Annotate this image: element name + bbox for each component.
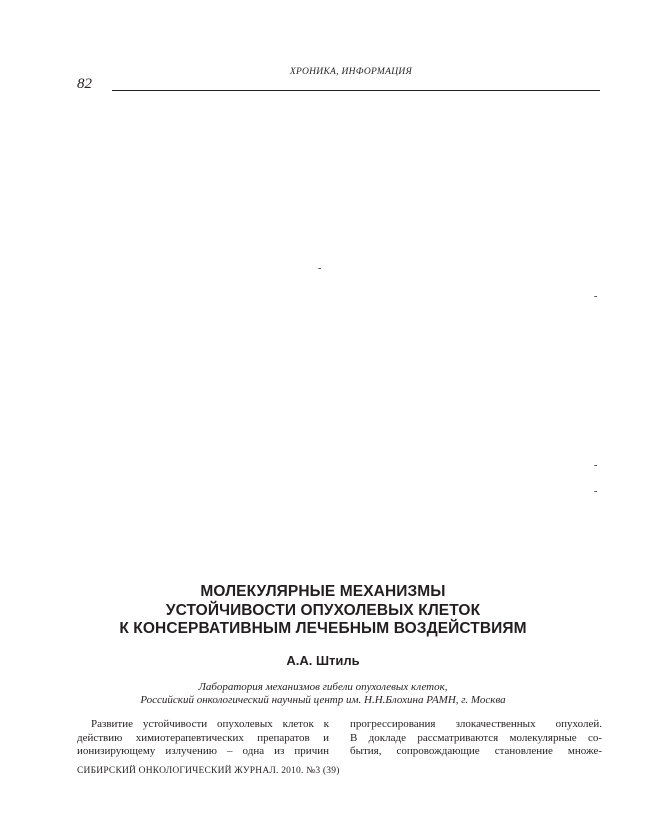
page-number: 82: [77, 76, 92, 92]
stray-mark: -: [318, 263, 322, 274]
body-line: Развитие устойчивости опухолевых клеток к: [91, 718, 329, 730]
header-rule: [112, 90, 600, 91]
title-line: УСТОЙЧИВОСТИ ОПУХОЛЕВЫХ КЛЕТОК: [165, 601, 481, 619]
article-author: А.А. Штиль: [286, 653, 360, 668]
body-column-right: [350, 718, 602, 759]
article-title: [56, 583, 590, 639]
body-line: прогрессирования злокачественных опухолей.: [350, 718, 602, 730]
affiliation-line: Лаборатория механизмов гибели опухолевых клеток,: [198, 681, 448, 693]
body-line: действию химиотерапевтических препаратов и: [77, 731, 329, 744]
journal-footer: СИБИРСКИЙ ОНКОЛОГИЧЕСКИЙ ЖУРНАЛ. 2010. №3 (39): [77, 766, 340, 776]
affiliation-line: Российский онкологический научный центр им. Н.Н.Блохина РАМН, г. Москва: [140, 694, 506, 706]
stray-mark: -: [594, 291, 598, 302]
author-affiliation: [56, 681, 590, 707]
stray-mark: -: [594, 460, 598, 471]
stray-mark: -: [594, 486, 598, 497]
body-column-left: [77, 718, 329, 759]
title-line: К КОНСЕРВАТИВНЫМ ЛЕЧЕБНЫМ ВОЗДЕЙСТВИЯМ: [119, 620, 527, 637]
body-line: ионизирующему излучению – одна из причин: [77, 745, 329, 758]
body-line: В докладе рассматриваются молекулярные со-: [350, 731, 602, 744]
body-line: бытия, сопровождающие становление множе-: [350, 745, 602, 758]
running-head: ХРОНИКА, ИНФОРМАЦИЯ: [289, 67, 413, 77]
title-line: МОЛЕКУЛЯРНЫЕ МЕХАНИЗМЫ: [200, 583, 446, 600]
